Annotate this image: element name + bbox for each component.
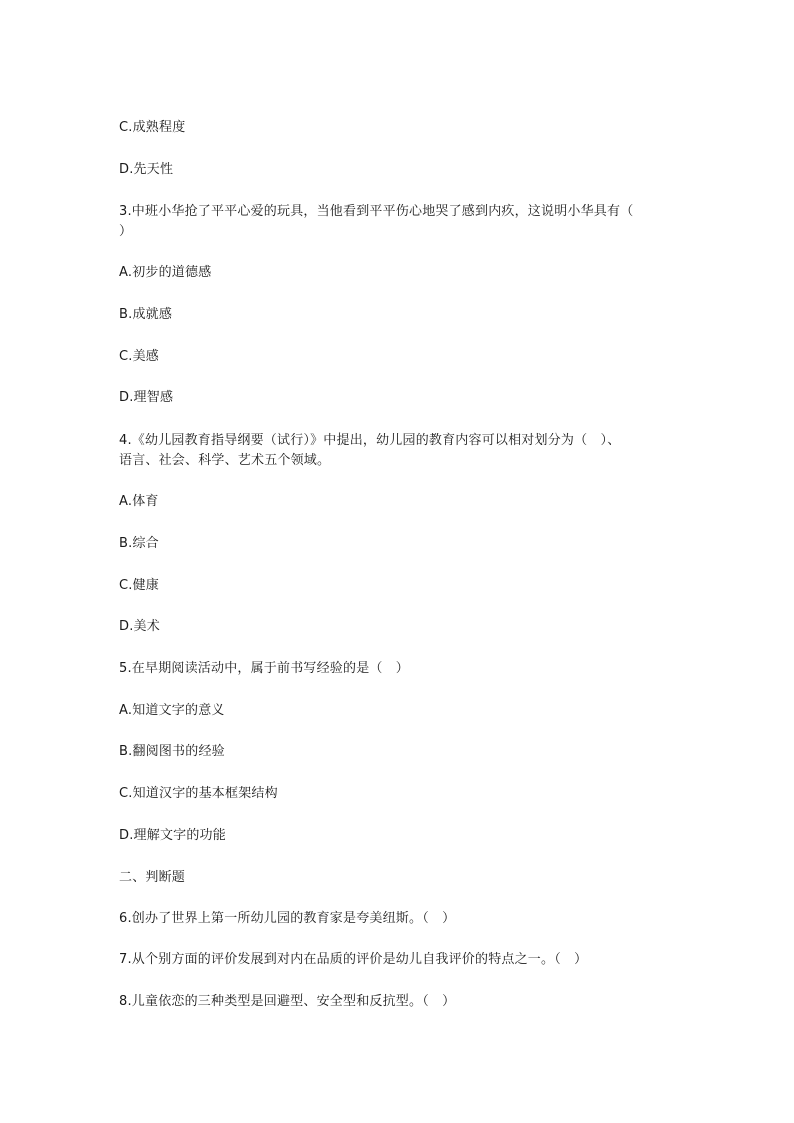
option-a-q3: A.初步的道德感: [119, 265, 212, 280]
question-3: 3.中班小华抢了平平心爱的玩具，当他看到平平伤心地哭了感到内疚，这说明小华具有（: [119, 204, 634, 219]
option-d-q3: D.理智感: [119, 390, 174, 405]
option-c-q5: C.知道汉字的基本框架结构: [119, 786, 278, 801]
question-6: 6.创办了世界上第一所幼儿园的教育家是夸美纽斯。（ ）: [119, 911, 456, 926]
question-5: 5.在早期阅读活动中，属于前书写经验的是（ ）: [119, 661, 410, 676]
option-a-q5: A.知道文字的意义: [119, 703, 225, 718]
section-heading-true-false: 二、判断题: [119, 870, 186, 885]
option-c-q4: C.健康: [119, 578, 160, 593]
option-d-q5: D.理解文字的功能: [119, 828, 226, 843]
option-b-q4: B.综合: [119, 536, 159, 551]
option-d-q2: D.先天性: [119, 162, 174, 177]
option-c-q3: C.美感: [119, 349, 160, 364]
option-a-q4: A.体育: [119, 494, 159, 509]
question-4: 4.《幼儿园教育指导纲要（试行）》中提出，幼儿园的教育内容可以相对划分为（ ）、: [119, 433, 621, 448]
option-b-q3: B.成就感: [119, 307, 173, 322]
option-b-q5: B.翻阅图书的经验: [119, 744, 225, 759]
question-8: 8.儿童依恋的三种类型是回避型、安全型和反抗型。（ ）: [119, 994, 456, 1009]
question-7: 7.从个别方面的评价发展到对内在品质的评价是幼儿自我评价的特点之一。（ ）: [119, 952, 588, 967]
question-3-continued: ）: [119, 224, 133, 239]
option-d-q4: D.美术: [119, 619, 160, 634]
question-4-continued: 语言、社会、科学、艺术五个领域。: [119, 453, 331, 468]
option-c-q2: C.成熟程度: [119, 120, 186, 135]
